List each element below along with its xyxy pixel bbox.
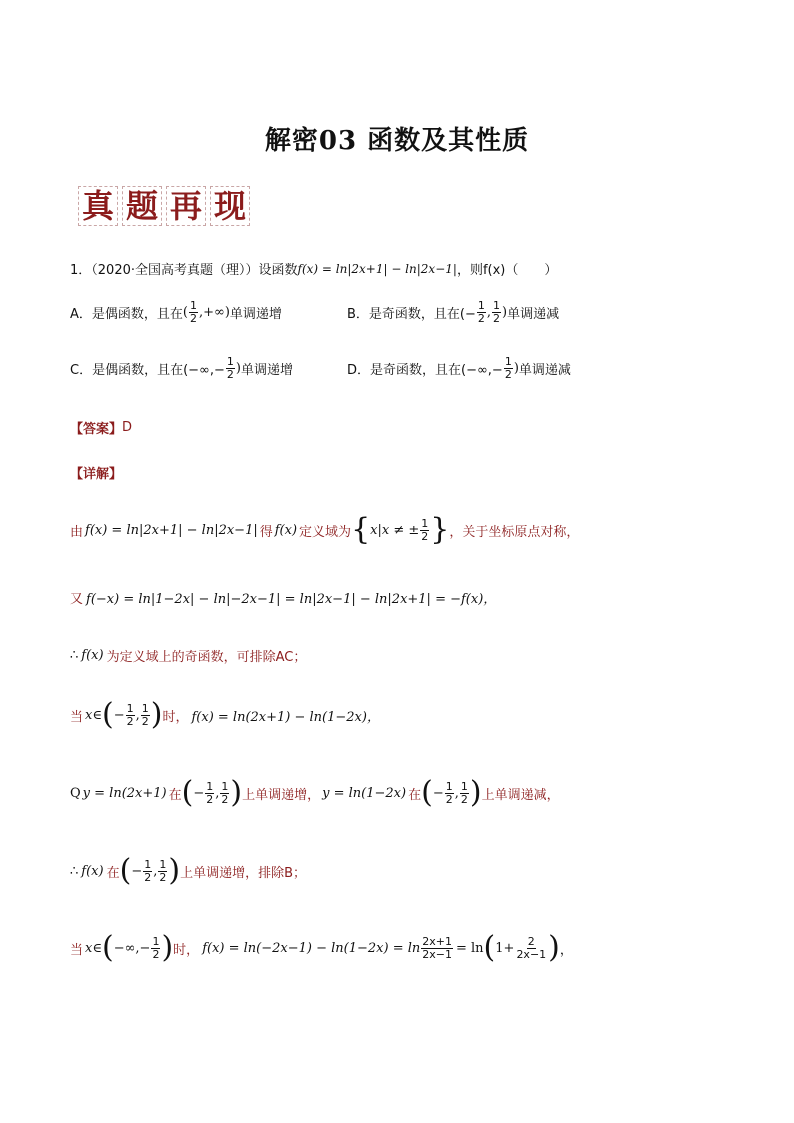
question-func: f(x) = ln|2x+1| − ln|2x−1| [297,261,457,276]
banner-char: 真 [78,186,118,226]
question-suffix: ，则f(x)（ ） [456,263,558,278]
detail-label: 【详解】 [70,467,123,482]
fraction: $\frac{1}{2}$ [141,701,149,728]
detail [70,463,122,482]
banner-char: 再 [166,186,206,226]
page-title: 解密03 函数及其性质 [264,126,530,156]
fraction: $\frac{1}{2}$ [126,701,134,728]
question-prefix: 1．（2020·全国高考真题（理））设函数 [70,263,298,278]
fraction: $\frac{1}{2}$ [477,299,485,325]
step-2: 又 f(−x) = ln|1−2x| − ln|−2x−1| = ln|2x−1| − ln|2x+1| = −f(x)， [70,592,497,607]
fraction: $\frac{1}{2}$ [421,516,429,543]
section-banner [78,186,250,230]
question [70,259,557,278]
answer-label: 【答案】 [70,422,123,437]
fraction: $\frac{1}{2}$ [152,934,160,961]
fraction: $\frac{1}{2}$ [159,857,167,884]
answer [70,418,132,437]
option-b[interactable]: B．是奇函数，且在(− $\frac{1}{2}$ , $\frac{1}{2}$ ) 单调递减 [347,299,560,325]
banner-char: 题 [122,186,162,226]
fraction: $\frac{1}{2}$ [206,779,214,806]
option-a[interactable]: A．是偶函数，且在 ( $\frac{1}{2}$ ,+∞) 单调递增 [70,299,282,325]
answer-value: D [122,420,133,435]
step-4: 当 x∈ ( − $\frac{1}{2}$ , $\frac{1}{2}$ ) 时， f(x) = ln(2x+1) − ln(1−2x)， [70,697,380,732]
option-c[interactable]: C．是偶函数，且在(−∞,− $\frac{1}{2}$ ) 单调递增 [70,355,293,381]
step-3: ∴ f(x) 为定义域上的奇函数，可排除AC； [70,648,307,665]
option-d[interactable]: D．是奇函数，且在(−∞,− $\frac{1}{2}$ ) 单调递减 [347,355,571,381]
fraction: $\frac{1}{2}$ [189,299,197,325]
fraction: $\frac{1}{2}$ [144,857,152,884]
fraction: $\frac{2x+1}{2x-1}$ [422,934,452,961]
fraction: $\frac{1}{2}$ [445,779,453,806]
banner-char: 现 [210,186,250,226]
fraction: $\frac{1}{2}$ [504,355,512,381]
step-7: 当 x∈ ( −∞,− $\frac{1}{2}$ ) 时， f(x) = ln(−2x−1) − ln(1−2x) = ln $\frac{2x+1}{2x-1}$ = ln ( 1+ $\frac{2}{2x-1}$ ) ， [70,930,573,965]
step-5: Q y = ln(2x+1) 在 ( − $\frac{1}{2}$ , $\frac{1}{2}$ ) 上单调递增， y = ln(1−2x) 在 ( − $\frac{1}{2}$ , $\frac{1}{2}$ ) 上单调递减， [70,775,560,810]
fraction: $\frac{1}{2}$ [226,355,234,381]
fraction: $\frac{1}{2}$ [460,779,468,806]
step-1: 由 f(x) = ln|2x+1| − ln|2x−1| 得 f(x) 定义域为 { x|x ≠ ± $\frac{1}{2}$ } ，关于坐标原点对称， [70,512,580,547]
fraction: $\frac{1}{2}$ [493,299,501,325]
fraction: $\frac{1}{2}$ [221,779,229,806]
fraction: $\frac{2}{2x-1}$ [516,934,547,961]
step-6: ∴ f(x) 在 ( − $\frac{1}{2}$ , $\frac{1}{2}$ ) 上单调递增，排除B； [70,853,306,888]
